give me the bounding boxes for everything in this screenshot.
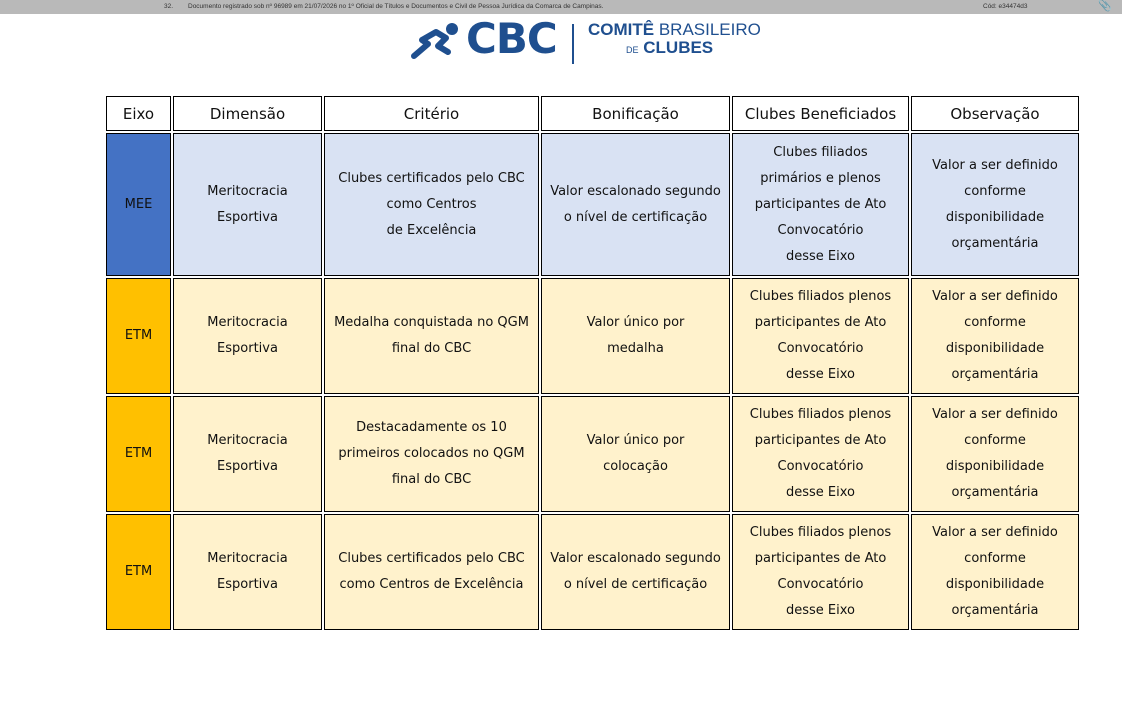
- cell-criterio: Medalha conquistada no QGM final do CBC: [324, 278, 539, 394]
- cbc-logo: [400, 14, 760, 70]
- page-number: 32.: [164, 3, 174, 10]
- header-dimensao: Dimensão: [173, 96, 322, 131]
- header-eixo: Eixo: [106, 96, 171, 131]
- header-criterio: Critério: [324, 96, 539, 131]
- cell-dimensao: Meritocracia Esportiva: [173, 396, 322, 512]
- cell-bonificacao: Valor único por colocação: [541, 396, 730, 512]
- logo-divider: [572, 24, 574, 64]
- table-row: [106, 133, 1079, 276]
- logo-line2: DE CLUBES: [626, 38, 714, 57]
- cell-dimensao: Meritocracia Esportiva: [173, 514, 322, 630]
- cell-criterio: Clubes certificados pelo CBC como Centros de Excelência: [324, 133, 539, 276]
- header-bonificacao: Bonificação: [541, 96, 730, 131]
- cell-eixo: ETM: [106, 278, 171, 394]
- cell-dimensao: Meritocracia Esportiva: [173, 133, 322, 276]
- criteria-table: [104, 94, 1081, 632]
- cell-eixo: ETM: [106, 396, 171, 512]
- cell-criterio: Clubes certificados pelo CBC como Centros de Excelência: [324, 514, 539, 630]
- registration-text: Documento registrado sob nº 96989 em 21/07/2026 no 1º Oficial de Títulos e Documentos e Civil de Pessoa Jurídica da Comarca de Campinas.: [188, 3, 604, 10]
- cell-clubes: Clubes filiados primários e plenos participantes de Ato Convocatório desse Eixo: [732, 133, 909, 276]
- cell-criterio: Destacadamente os 10 primeiros colocados no QGM final do CBC: [324, 396, 539, 512]
- cell-eixo: ETM: [106, 514, 171, 630]
- cell-observacao: Valor a ser definido conforme disponibilidade orçamentária: [911, 396, 1079, 512]
- cell-clubes: Clubes filiados plenos participantes de Ato Convocatório desse Eixo: [732, 396, 909, 512]
- document-code: Cód: e34474d3: [983, 3, 1028, 10]
- header-clubes-beneficiados: Clubes Beneficiados: [732, 96, 909, 131]
- registration-banner: [0, 0, 1122, 14]
- table-row: [106, 396, 1079, 512]
- cell-bonificacao: Valor escalonado segundo o nível de certificação: [541, 514, 730, 630]
- logo-line1: COMITÊ BRASILEIRO: [588, 20, 761, 39]
- cell-eixo: MEE: [106, 133, 171, 276]
- runner-icon: [408, 22, 464, 62]
- logo-acronym: CBC: [466, 14, 557, 63]
- cell-observacao: Valor a ser definido conforme disponibilidade orçamentária: [911, 133, 1079, 276]
- cell-bonificacao: Valor único por medalha: [541, 278, 730, 394]
- cell-bonificacao: Valor escalonado segundo o nível de certificação: [541, 133, 730, 276]
- table-row: [106, 514, 1079, 630]
- cell-dimensao: Meritocracia Esportiva: [173, 278, 322, 394]
- header-observacao: Observação: [911, 96, 1079, 131]
- table-row: [106, 278, 1079, 394]
- table-header-row: [106, 96, 1079, 131]
- cell-clubes: Clubes filiados plenos participantes de Ato Convocatório desse Eixo: [732, 278, 909, 394]
- cell-observacao: Valor a ser definido conforme disponibilidade orçamentária: [911, 278, 1079, 394]
- cell-clubes: Clubes filiados plenos participantes de Ato Convocatório desse Eixo: [732, 514, 909, 630]
- attachment-icon[interactable]: 📎: [1098, 0, 1112, 12]
- cell-observacao: Valor a ser definido conforme disponibilidade orçamentária: [911, 514, 1079, 630]
